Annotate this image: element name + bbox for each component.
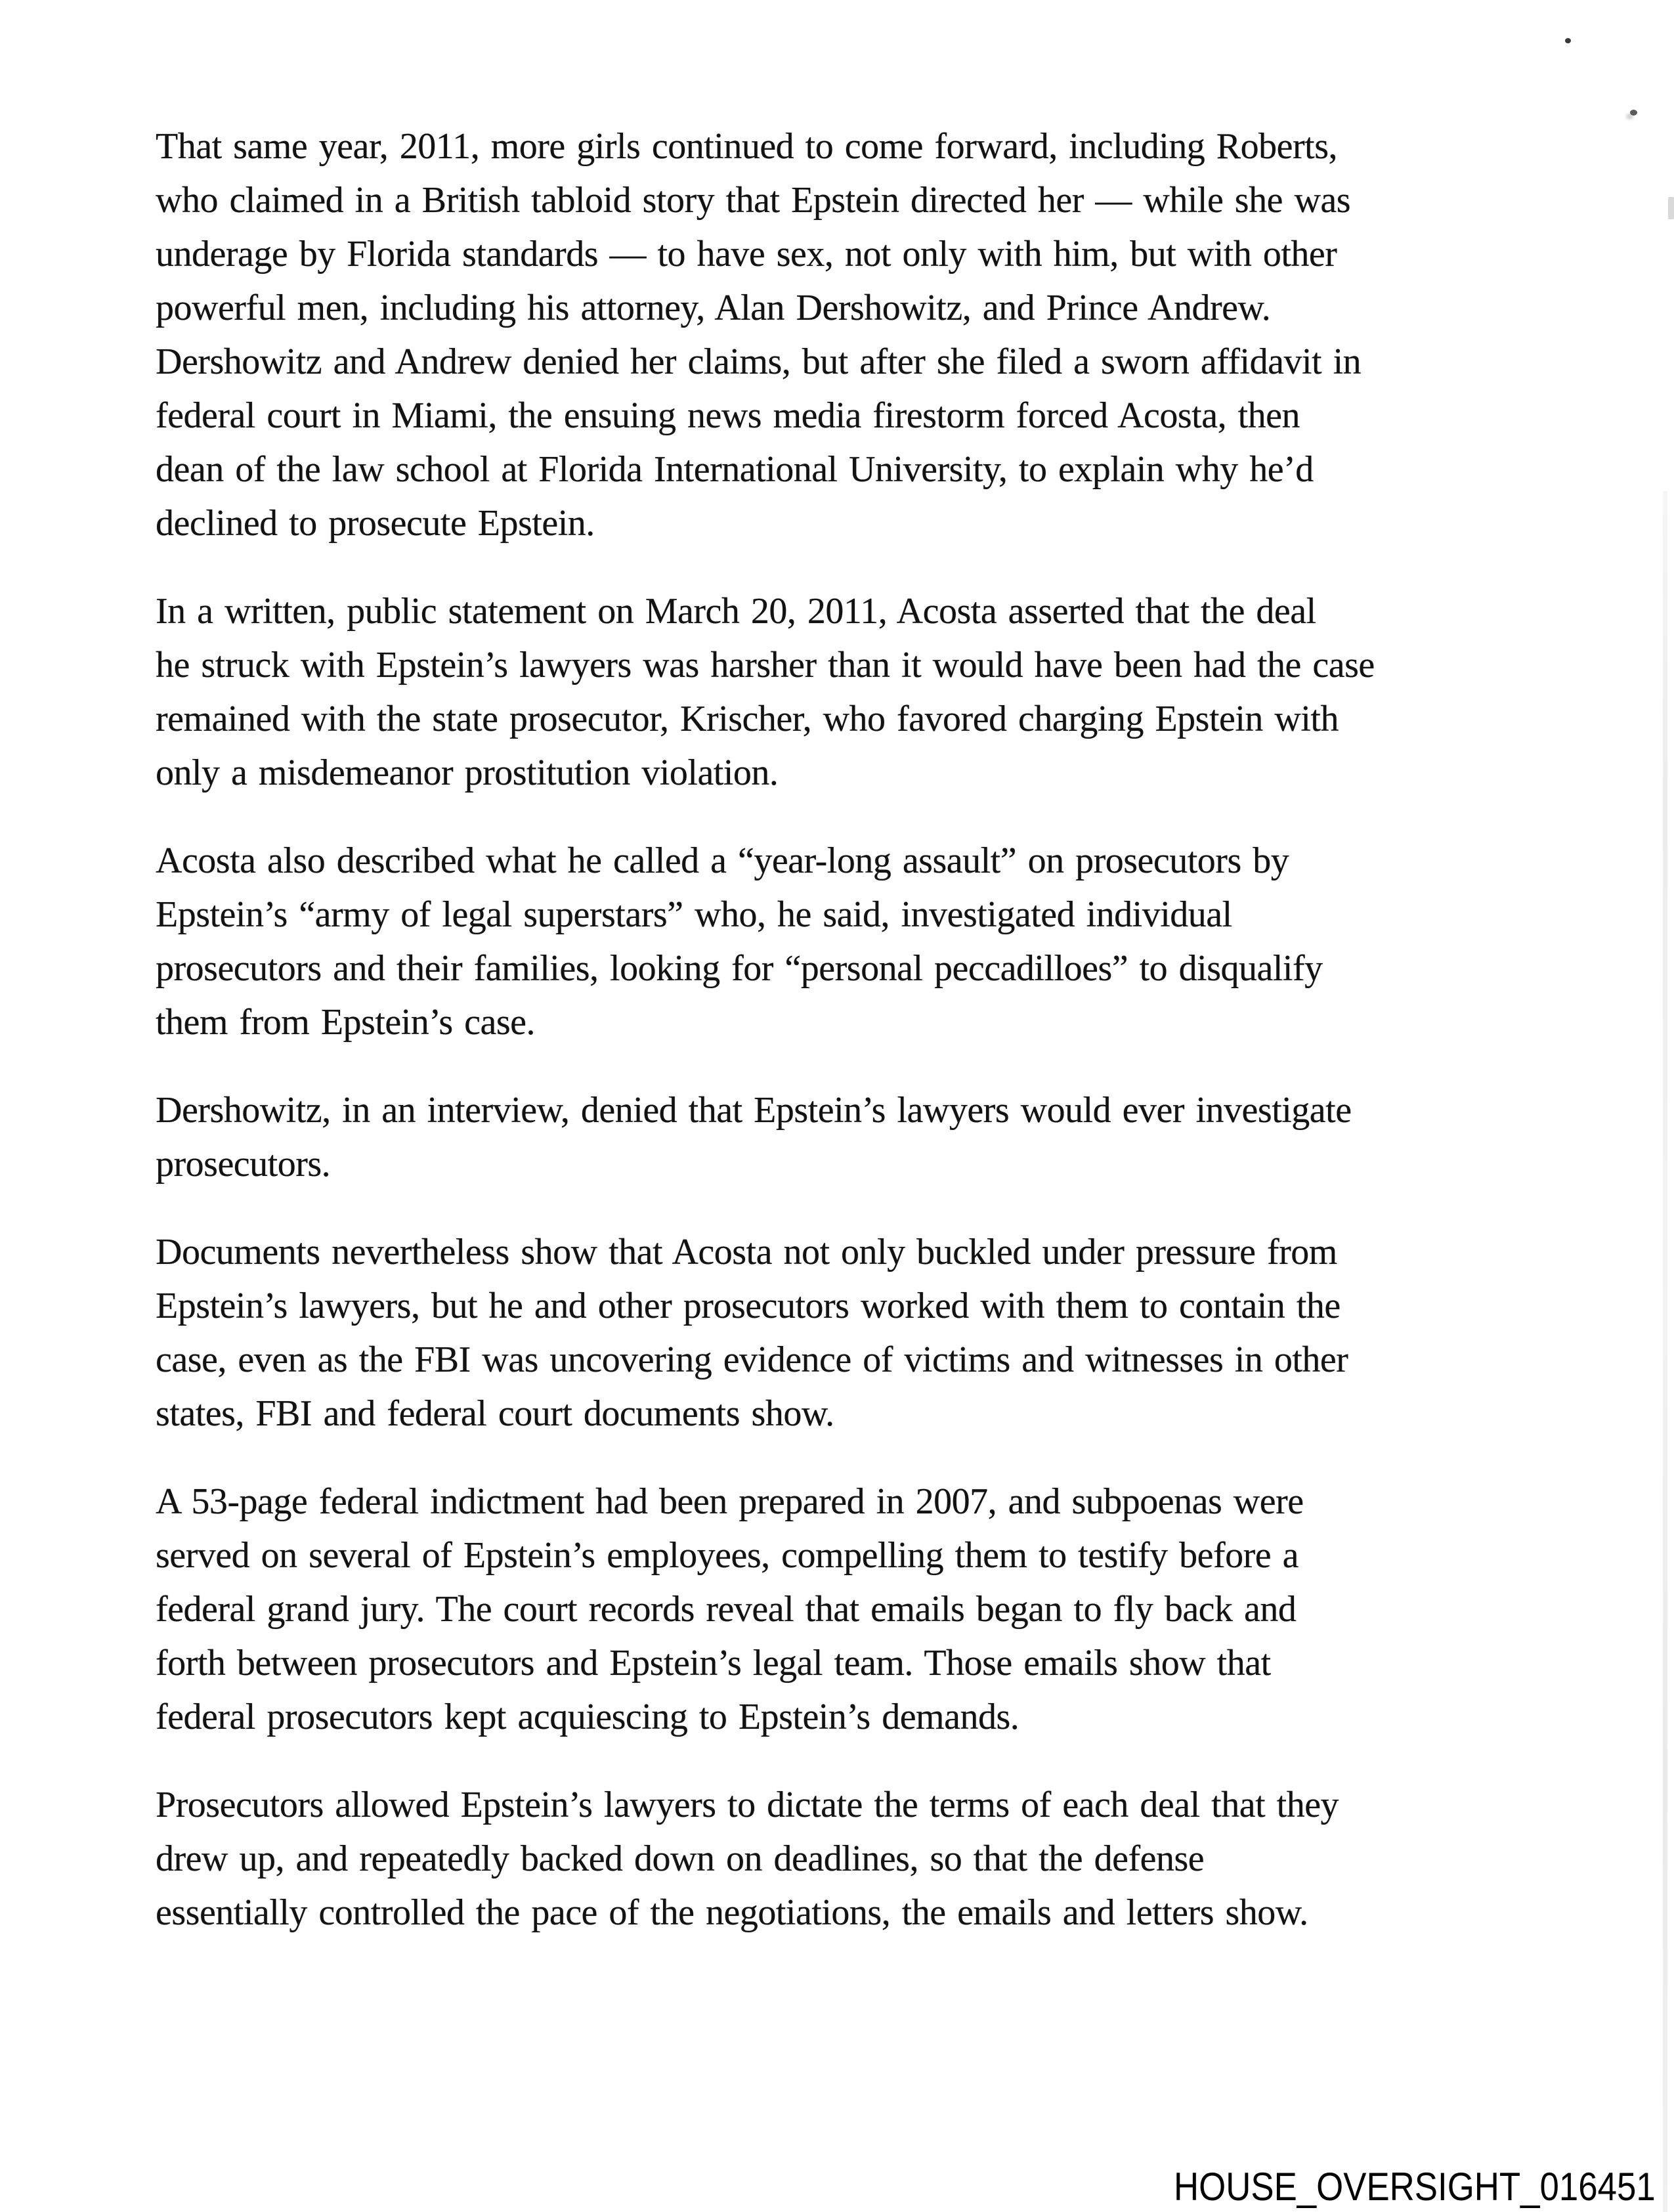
- text-line: essentially controlled the pace of the negotiations, the emails and letters show.: [156, 1892, 1308, 1933]
- paragraph-5: [156, 1225, 1587, 1441]
- text-line: federal prosecutors kept acquiescing to Epstein’s demands.: [156, 1697, 1019, 1737]
- text-line: remained with the state prosecutor, Krischer, who favored charging Epstein with: [156, 699, 1339, 739]
- text-line: federal grand jury. The court records reveal that emails began to fly back and: [156, 1589, 1297, 1630]
- text-line: he struck with Epstein’s lawyers was harsher than it would have been had the case: [156, 645, 1375, 685]
- paragraph-2: [156, 584, 1587, 800]
- text-line: who claimed in a British tabloid story that Epstein directed her — while she was: [156, 180, 1351, 221]
- text-line: case, even as the FBI was uncovering evidence of victims and witnesses in other: [156, 1339, 1348, 1380]
- text-line: drew up, and repeatedly backed down on deadlines, so that the defense: [156, 1838, 1205, 1879]
- text-line: them from Epstein’s case.: [156, 1002, 536, 1043]
- text-line: Dershowitz, in an interview, denied that Epstein’s lawyers would ever investigate: [156, 1090, 1352, 1131]
- text-line: served on several of Epstein’s employees, compelling them to testify before a: [156, 1535, 1298, 1576]
- text-line: Acosta also described what he called a “year-long assault” on prosecutors by: [156, 840, 1289, 881]
- text-line: Dershowitz and Andrew denied her claims, but after she filed a sworn affidavit in: [156, 341, 1362, 382]
- paragraph-6: [156, 1475, 1587, 1744]
- text-line: states, FBI and federal court documents show.: [156, 1393, 834, 1434]
- text-line: Epstein’s “army of legal superstars” who, he said, investigated individual: [156, 894, 1232, 935]
- paragraph-7: [156, 1778, 1587, 1940]
- text-line: Prosecutors allowed Epstein’s lawyers to dictate the terms of each deal that they: [156, 1785, 1339, 1825]
- text-line: powerful men, including his attorney, Alan Dershowitz, and Prince Andrew.: [156, 288, 1271, 328]
- text-line: dean of the law school at Florida International University, to explain why he’d: [156, 449, 1314, 490]
- text-line: That same year, 2011, more girls continued to come forward, including Roberts,: [156, 126, 1337, 167]
- scan-artifact-streak: [1663, 491, 1667, 2212]
- text-line: prosecutors and their families, looking for “personal peccadilloes” to disqualify: [156, 948, 1323, 989]
- scan-artifact-dot: [1630, 110, 1637, 116]
- text-line: In a written, public statement on March 20, 2011, Acosta asserted that the deal: [156, 591, 1316, 632]
- text-line: Epstein’s lawyers, but he and other prosecutors worked with them to contain the: [156, 1286, 1341, 1326]
- paragraph-1: [156, 119, 1587, 550]
- text-line: underage by Florida standards — to have sex, not only with him, but with other: [156, 234, 1337, 274]
- document-body: [156, 119, 1587, 1974]
- bates-number: HOUSE_OVERSIGHT_016451: [1174, 2165, 1656, 2209]
- text-line: forth between prosecutors and Epstein’s legal team. Those emails show that: [156, 1643, 1271, 1683]
- text-line: A 53-page federal indictment had been prepared in 2007, and subpoenas were: [156, 1481, 1304, 1522]
- text-line: declined to prosecute Epstein.: [156, 503, 595, 544]
- text-line: Documents nevertheless show that Acosta not only buckled under pressure from: [156, 1232, 1337, 1272]
- scan-artifact-smudge: [1668, 197, 1674, 219]
- text-line: only a misdemeanor prostitution violation.: [156, 752, 779, 793]
- paragraph-3: [156, 834, 1587, 1049]
- text-line: federal court in Miami, the ensuing news media firestorm forced Acosta, then: [156, 395, 1300, 436]
- paragraph-4: [156, 1083, 1587, 1191]
- text-line: prosecutors.: [156, 1144, 331, 1184]
- scan-artifact-dot: [1565, 38, 1571, 43]
